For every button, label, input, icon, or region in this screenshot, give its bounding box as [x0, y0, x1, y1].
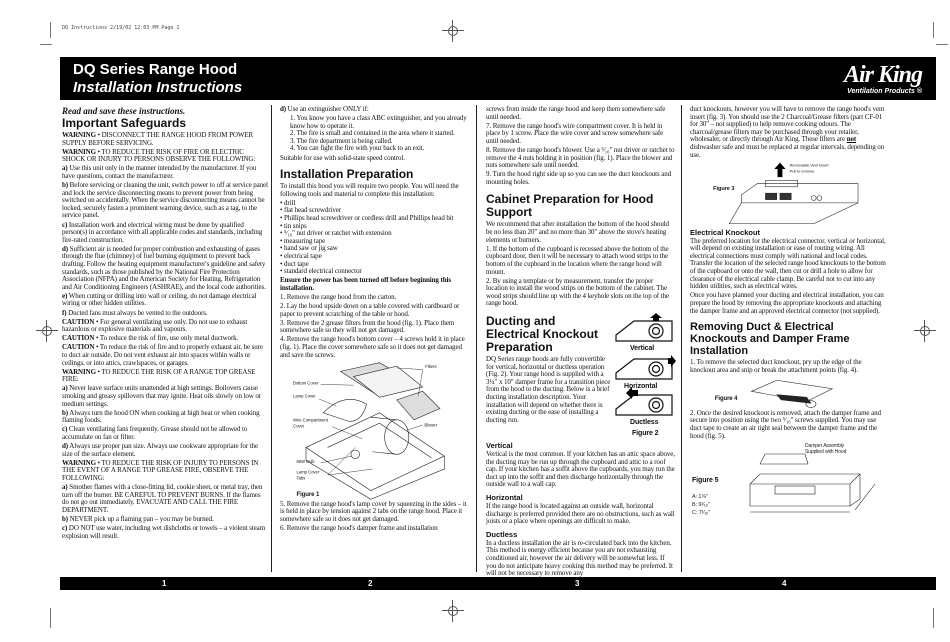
step: 7. Remove the range hood's wire compartment cover. It is held in place by 1 screw. Place the wire cover and screw somewhere safe until needed.	[486, 121, 664, 145]
step: 9. Turn the hood right side up so you can see the duct knockouts and mounting holes.	[486, 170, 672, 186]
item-text: Ducted fans must always be vented to the outdoors.	[66, 308, 208, 317]
arrow-up-icon	[774, 162, 785, 176]
tool-item: • duct tape	[280, 261, 472, 269]
label-pull-to-remove: Pull to remove.	[789, 167, 816, 173]
ductless-continued: duct knockouts, however you will have to remove the range hood's vent insert (fig. 3). You should use the 2 Charcoal/Grease filters (part CF-01 for 30" – not supplied) to help remove cooking odours. The charcoal/grease filters may be purchased through your retailer, wholesaler, or directly through Air King. These filters are not dishwasher safe and must be replaced at regular intervals, depending on use.	[690, 105, 885, 159]
item-text: Never leave surface units unattended at high settings. Boilovers cause smoking and greasy spillovers that may ignite. Heat oils slowly on low or medium settings.	[62, 384, 261, 408]
trim-mark	[50, 22, 51, 38]
tool-item: • electrical tape	[280, 253, 472, 261]
heading-vertical: Vertical	[486, 440, 513, 450]
item-lead: WARNING	[62, 131, 96, 139]
label-wire-cover: Wire Compartment	[293, 417, 328, 423]
item-lead: c)	[62, 524, 68, 532]
safeguard-item	[62, 149, 268, 164]
item-lead: b)	[62, 408, 69, 417]
safeguard-item	[62, 335, 268, 343]
page-number: 1	[162, 579, 167, 588]
tool-item: • ⁵⁄₁₆" nut driver or ratchet with extension	[280, 230, 472, 238]
tools-list	[280, 200, 472, 276]
figure-3-caption: Figure 3	[713, 185, 735, 192]
item-lead: a)	[62, 164, 68, 173]
item-text: • TO REDUCE THE RISK OF A RANGE TOP GREASE FIRE:	[62, 367, 256, 384]
label-filters: Filters	[425, 363, 437, 369]
item-lead: b)	[62, 514, 69, 523]
label-damper-assembly: Damper Assembly	[805, 442, 845, 449]
item-text: Clean ventilating fans frequently. Grease should not be allowed to accumulate on fan or filter.	[62, 425, 248, 441]
page-footer-bar	[60, 577, 936, 590]
column-divider	[476, 105, 477, 572]
paragraph: If the range hood is located against an outside wall, horizontal discharge is preferred provided there are no obstructions, such as wall joists or a place where openings are difficult to make.	[486, 501, 675, 526]
trim-mark	[933, 608, 934, 628]
registration-mark-icon	[442, 20, 464, 42]
step: 8. Remove the range hood's blower. Use a ⁵⁄₁₆" nut driver or ratchet to remove the 4 nuts holding it in position (fig. 1). Place the blower and nuts somewhere safe until needed.	[486, 145, 675, 170]
item-text: NEVER pick up a flaming pan – you may be burned.	[68, 514, 214, 523]
condition: 1. You know you have a class ABC extinguisher, and you already know how to operate it.	[290, 114, 467, 130]
item-text: Always turn the hood ON when cooking at high heat or when cooking flaming foods.	[62, 408, 260, 425]
safeguard-item	[62, 410, 268, 425]
heading-cabinet-preparation: Cabinet Preparation for Hood Support	[486, 192, 654, 220]
item-lead: d)	[62, 244, 69, 253]
condition: 2. The fire is small and contained in the area where it started.	[290, 129, 455, 138]
document-title: DQ Series Range Hood	[73, 61, 238, 78]
label-lamp-cover-tabs-2: Tabs	[296, 475, 306, 481]
label-60w-bulb: 60W Bulb	[296, 458, 315, 464]
step: 1. To remove the selected duct knockout, pry up the edge of the knockout area and snip or break the attachment points (fig. 4).	[690, 358, 862, 374]
document-subtitle: Installation Instructions	[73, 79, 243, 96]
step: 2. Lay the hood upside down on a table covered with cardboard or paper to prevent scratching of the table or hood.	[280, 302, 460, 318]
figure-5-damper-assembly	[690, 442, 886, 520]
item-text: Sufficient air is needed for proper combustion and exhausting of gases through the flue (chimney) of fuel burning equipment to prevent back drafting. Follow the heating equipment manufacturer's guideline and safety standards, such as those published by the National Fire Protection Association (NFPA) and the American Society for Heating, Refrigeration and Air Conditioning Engineers (ASHRAE), and the local code authorities.	[62, 244, 266, 291]
heading-removing-knockouts: Removing Duct & Electrical Knockouts and Damper Frame Installation	[690, 321, 850, 358]
safeguard-item	[62, 310, 268, 318]
column-preparation	[280, 106, 472, 534]
label-lamp-cover-tabs: Lamp Cover	[296, 469, 320, 475]
item-text: DO NOT use water, including wet dishcloths or towels – a violent steam explosion will result.	[62, 524, 266, 540]
air-king-logo	[844, 62, 922, 95]
safeguard-item	[62, 222, 268, 245]
label-vertical: Vertical	[630, 344, 655, 352]
paragraph: The preferred location for the electrical connector, vertical or horizontal, will depend on existing installation or ease of routing wiring. All electrical connections must comply with national and local codes. Transfer the location of the selected range hood knockouts to the bottom of the cupboard or onto the wall, then cut or drill a hole to allow for clearance of the electrical cable clamp. Be careful not to cut into any hidden utilities, such as electrical wires.	[690, 236, 886, 291]
safeguard-item	[62, 426, 268, 441]
figure-2-caption: Figure 2	[632, 429, 659, 437]
dimension-c: C: 7¹⁄₁₆"	[692, 509, 710, 516]
paragraph: 2. By using a template or by measurement, transfer the proper location to install the wood strips on the bottom of the cabinet. The wood strips should line up with the 4 keyhole slots on the top of the range hood.	[486, 276, 669, 308]
item-text: Installation work and electrical wiring must be done by qualified person(s) in accordance with all applicable codes and standards, including fire-rated construction.	[62, 220, 263, 244]
item-text: • To reduce the risk of fire and to properly exhaust air, be sure to duct air outside. Do not vent exhaust air into spaces within walls or ceilings, or into attics, crawlspaces, or garages.	[62, 343, 263, 367]
column-divider	[271, 105, 272, 572]
step: 3. Remove the 2 grease filters from the hood (fig. 1). Place them somewhere safe so they will not get damaged.	[280, 318, 455, 335]
item-lead: e)	[62, 291, 68, 300]
registration-mark-icon	[442, 600, 464, 622]
safeguard-item	[62, 344, 268, 367]
title-banner	[60, 57, 936, 100]
safeguard-item	[62, 369, 268, 384]
trim-mark	[50, 608, 51, 628]
tool-item: • flat head screwdriver	[280, 207, 472, 215]
intro-line: Read and save these instructions.	[62, 106, 186, 116]
paragraph: 1. If the bottom of the cupboard is recessed above the bottom of the cupboard door, then it will be necessary to attach wood strips to the bottom of the cupboard in the location where the range hood will mount.	[486, 244, 669, 276]
figure-5-caption: Figure 5	[692, 476, 719, 484]
step: screws from inside the range hood and keep them somewhere safe until needed.	[486, 105, 666, 121]
item-text: • To reduce the risk of fire, use only metal ductwork.	[94, 334, 239, 343]
step: 5. Remove the range hood's lamp cover by squeezing in the sides – it is held in place by tension against 2 tabs on the range hood. Place it somewhere safe so it does not get damaged.	[280, 499, 467, 523]
tool-item: • Phillips head screwdriver or cordless drill and Phillips head bit	[280, 215, 472, 223]
power-off-notice: Ensure the power has been turned off before beginning this installation.	[280, 276, 451, 292]
item-text: • TO REDUCE THE RISK OF FIRE OR ELECTRIC SHOCK OR INJURY TO PERSONS OBSERVE THE FOLLOWING:	[62, 147, 256, 164]
dimension-b: B: 9¹⁄₁₆"	[692, 501, 710, 508]
arrow-up-icon	[650, 313, 662, 321]
item-lead: d)	[62, 442, 69, 451]
item-text: When cutting or drilling into wall or ceiling, do not damage electrical wiring or other hidden utilities.	[62, 291, 257, 308]
step: 4. Remove the range hood's bottom cover – 4 screws hold it in place (fig. 1). Place the cover somewhere safe so it does not get damaged and save the screws.	[280, 335, 465, 359]
extinguisher-item: d) Use an extinguisher ONLY if:	[280, 105, 369, 113]
safeguard-item	[62, 246, 268, 292]
label-wire-cover-2: Cover	[293, 423, 305, 429]
figure-4-caption: Figure 4	[714, 395, 738, 402]
column-safeguards	[62, 106, 268, 542]
item-lead: c)	[62, 425, 68, 434]
ducting-section	[486, 313, 676, 437]
page-number: 2	[368, 579, 373, 588]
step: 1. Remove the range hood from the carton.	[280, 292, 397, 301]
tool-item: • drill	[280, 200, 472, 208]
item-lead: WARNING	[62, 367, 96, 376]
item-text: Smother flames with a close-fitting lid, cookie sheet, or metal tray, then turn off the burner. BE CAREFUL TO PREVENT BURNS. If the flames do not go out immediately, EVACUATE AND CALL THE FIRE DEPARTMENT.	[62, 483, 263, 514]
item-lead: a)	[62, 483, 68, 492]
item-text: Before servicing or cleaning the unit, switch power to off at service panel and lock the service disconnecting means to prevent power from being switched on accidentally. When the service disconnecting means cannot be locked, securely fasten a prominent warning device, such as a tag, to the service panel.	[62, 181, 268, 220]
condition: 4. You can fight the fire with your back to an exit.	[290, 144, 425, 153]
heading-installation-preparation: Installation Preparation	[280, 167, 414, 182]
figure-1-exploded-hood	[280, 361, 472, 501]
registration-mark-icon	[914, 320, 936, 342]
item-text: • TO REDUCE THE RISK OF INJURY TO PERSONS IN THE EVENT OF A RANGE TOP GREASE FIRE, OBSERVE THE FOLLOWING:	[62, 458, 259, 482]
column-cabinet-ducting	[486, 106, 676, 579]
heading-horizontal: Horizontal	[486, 492, 523, 502]
trim-mark	[40, 44, 52, 45]
label-ductless: Ductless	[630, 418, 659, 426]
paragraph: In a ductless installation the air is re-circulated back into the kitchen. This method is energy efficient because you are not exhausting conditioned air, however the air delivery will be somewhat less. If you do not anticipate heavy cooking this method may be preferred. It will not be necessary to remove any	[486, 538, 673, 578]
figure-3-vent-insert	[690, 161, 886, 227]
figure-4-knockout	[690, 376, 886, 410]
step: 2. Once the desired knockout is removed, attach the damper frame and secure into position using the two ⁵⁄₁₆" screws supplied. You may use duct tape to create an air tight seal between the damper frame and the hood (fig. 5).	[690, 408, 881, 440]
safeguard-item	[62, 484, 268, 514]
paragraph: Once you have planned your ducting and electrical installation, you can prepare the hood by removing the appropriate knockouts and attaching the damper frame and an approved electrical connector (not supplied).	[690, 291, 884, 315]
safeguard-item	[62, 132, 268, 147]
item-lead: c)	[62, 220, 68, 229]
figure-2-ducting-options	[614, 313, 676, 437]
registered-mark: ®	[916, 88, 922, 95]
registration-mark-icon	[36, 320, 58, 342]
heading-ductless: Ductless	[486, 529, 518, 539]
figure-1-caption: Figure 1	[296, 491, 320, 498]
safeguard-item	[62, 385, 268, 408]
safeguard-item	[62, 293, 268, 308]
item-lead: CAUTION	[62, 334, 95, 343]
paragraph: We recommend that after installation the bottom of the hood should be no less than 20" and no more than 30" above the stove's heating elements or burners.	[486, 220, 669, 244]
label-lamp-cover: Lamp Cover	[293, 393, 316, 399]
item-text: • DISCONNECT THE RANGE HOOD FROM POWER SUPPLY BEFORE SERVICING.	[62, 131, 254, 147]
label-supplied-with-hood: Supplied with Hood	[805, 448, 847, 455]
extinguisher-conditions	[280, 115, 472, 153]
safeguard-item	[62, 165, 268, 180]
column-divider	[681, 105, 682, 572]
tool-item: • hand saw or jig saw	[280, 245, 472, 253]
tool-item: • standard electrical connector	[280, 268, 472, 276]
logo-subtitle: Ventilation Products	[847, 88, 915, 95]
item-lead: CAUTION	[62, 317, 95, 326]
item-text: Always use proper pan size. Always use cookware appropriate for the size of the surface element.	[62, 442, 258, 458]
item-text: Use this unit only in the manner intended by the manufacturer. If you have questions, contact the manufacturer.	[62, 164, 257, 180]
item-text: • For general ventilating use only. Do not use to exhaust hazardous or explosive materials and vapours.	[62, 317, 248, 334]
heading-ducting-preparation: Ducting and Electrical Knockout Preparation	[486, 313, 599, 354]
column-knockouts	[690, 106, 886, 520]
safeguard-item	[62, 516, 268, 524]
item-lead: b)	[62, 181, 69, 190]
condition: 3. The fire department is being called.	[290, 136, 393, 145]
step: 6. Remove the range hood's damper frame and installation	[280, 524, 438, 532]
item-lead: f)	[62, 308, 67, 317]
trim-mark	[933, 22, 934, 38]
ducting-intro: DQ Series range hoods are fully convertible for vertical, horizontal or ductless operation (Fig. 2). Your range hood is supplied with a 3¼" x 10" damper frame for a transition piece from the hood to the ducting. Below is a brief ducting installation description. Your installation will depend on whether there is existing ducting or the ease of installing a ducting run.	[486, 354, 611, 424]
page-number: 3	[575, 579, 580, 588]
tool-item: • tin snips	[280, 223, 472, 231]
item-lead: WARNING	[62, 147, 96, 156]
safeguard-item	[62, 460, 268, 483]
safeguard-item	[62, 182, 268, 220]
safeguard-item	[62, 525, 268, 540]
heading-important-safeguards: Important Safeguards	[62, 116, 187, 130]
paragraph: Vertical is the most common. If your kitchen has an attic space above, the ducting may be run up through the cupboard and attic to a roof cap. If your kitchen has a soffit above the cupboards, you may run the duct up into the soffit and then discharge horizontally through the outside wall to a wall cap.	[486, 449, 675, 489]
label-horizontal: Horizontal	[624, 382, 658, 390]
safeguard-item	[62, 443, 268, 458]
item-lead: CAUTION	[62, 343, 95, 352]
label-vent-insert: Removable Vent Insert	[789, 162, 829, 168]
item-lead: WARNING	[62, 458, 96, 467]
trim-mark	[936, 44, 948, 45]
tool-item: • measuring tape	[280, 238, 472, 246]
print-slug: DQ Instructions 2/19/02 12:03 PM Page 1	[62, 25, 180, 31]
suitable-note: Suitable for use with solid-state speed control.	[280, 153, 405, 162]
label-blower: Blower	[424, 422, 438, 428]
heading-electrical-knockout: Electrical Knockout	[690, 227, 761, 237]
label-bottom-cover: Bottom Cover	[293, 380, 319, 386]
prep-intro: To install this hood you will require two people. You will need the following tools and material to complete this installation:	[280, 182, 459, 198]
item-lead: a)	[62, 384, 68, 393]
logo-brand: Air King	[843, 62, 922, 88]
page-number: 4	[782, 579, 787, 588]
arrow-right-icon	[668, 355, 676, 367]
safeguard-item	[62, 319, 268, 334]
dimension-a: A: 1⅞"	[692, 493, 708, 500]
